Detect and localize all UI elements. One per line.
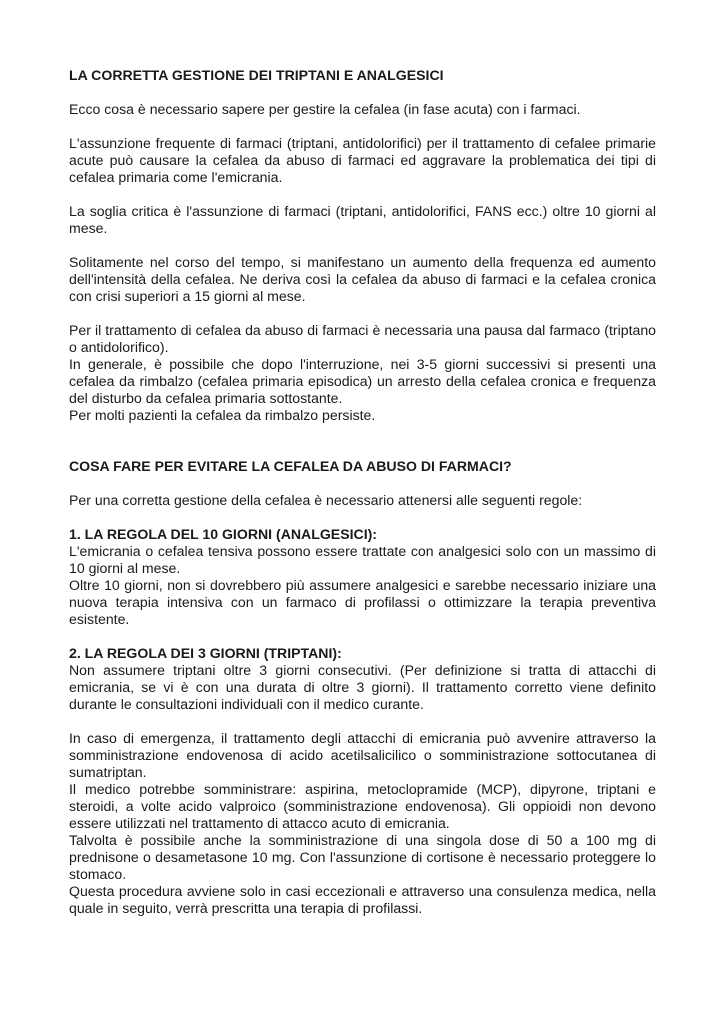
- paragraph-rimbalzo: Per molti pazienti la cefalea da rimbalzo persiste.: [69, 407, 376, 423]
- paragraph-trattamento: Per il trattamento di cefalea da abuso di farmaci è necessaria una pausa dal farmaco (triptano o antidolorifico).: [69, 322, 656, 355]
- paragraph-medico: Il medico potrebbe somministrare: aspirina, metoclopramide (MCP), dipyrone, triptani e steroidi, a volte acido valproico (somministrazione endovenosa). Gli oppioidi non devono essere utilizzati nel trattamento di attacco acuto di emicrania.: [69, 781, 656, 831]
- paragraph-regola-10-b: Oltre 10 giorni, non si dovrebbero più assumere analgesici e sarebbe necessario iniziare una nuova terapia intensiva con un farmaco di profilassi o ottimizzare la terapia preventiva esistente.: [69, 577, 656, 627]
- paragraph-talvolta: Talvolta è possibile anche la somministrazione di una singola dose di 50 a 100 mg di prednisone o desametasone 10 mg. Con l'assunzione di cortisone è necessario proteggere lo stomaco.: [69, 832, 656, 882]
- heading-regola-3-giorni: 2. LA REGOLA DEI 3 GIORNI (TRIPTANI):: [69, 645, 342, 661]
- heading-cosa-fare: COSA FARE PER EVITARE LA CEFALEA DA ABUSO DI FARMACI?: [69, 458, 512, 474]
- paragraph-solitamente: Solitamente nel corso del tempo, si manifestano un aumento della frequenza ed aumento dell'intensità della cefalea. Ne deriva così la cefalea da abuso di farmaci e la cefalea cronica con crisi superiori a 15 giorni al mese.: [69, 254, 656, 304]
- paragraph-emergenza: In caso di emergenza, il trattamento degli attacchi di emicrania può avvenire attraverso la somministrazione endovenosa di acido acetilsalicilico o somministrazione sottocutanea di sumatriptan.: [69, 730, 656, 780]
- heading-regola-10-giorni: 1. LA REGOLA DEL 10 GIORNI (ANALGESICI):: [69, 526, 377, 542]
- paragraph-procedura: Questa procedura avviene solo in casi eccezionali e attraverso una consulenza medica, nella quale in seguito, verrà prescritta una terapia di profilassi.: [69, 883, 656, 916]
- paragraph-assunzione: L'assunzione frequente di farmaci (triptani, antidolorifici) per il trattamento di cefalee primarie acute può causare la cefalea da abuso di farmaci ed aggravare la problematica dei tipi di cefalea primaria come l'emicrania.: [69, 135, 656, 185]
- paragraph-regole-intro: Per una corretta gestione della cefalea è necessario attenersi alle seguenti regole:: [69, 492, 583, 508]
- paragraph-regola-3: Non assumere triptani oltre 3 giorni consecutivi. (Per definizione si tratta di attacchi di emicrania, se vi è con una durata di oltre 3 giorni). Il trattamento corretto viene definito durante le consultazioni individuali con il medico curante.: [69, 662, 656, 712]
- paragraph-in-generale: In generale, è possibile che dopo l'interruzione, nei 3-5 giorni successivi si presenti una cefalea da rimbalzo (cefalea primaria episodica) un arresto della cefalea cronica e frequenza del disturbo da cefalea primaria sottostante.: [69, 356, 656, 406]
- document-page: [69, 67, 656, 917]
- intro-paragraph: Ecco cosa è necessario sapere per gestire la cefalea (in fase acuta) con i farmaci.: [69, 101, 581, 117]
- paragraph-soglia-critica: La soglia critica è l'assunzione di farmaci (triptani, antidolorifici, FANS ecc.) oltre 10 giorni al mese.: [69, 203, 656, 236]
- paragraph-regola-10-a: L'emicrania o cefalea tensiva possono essere trattate con analgesici solo con un massimo di 10 giorni al mese.: [69, 543, 656, 576]
- heading-triptani-analgesici: LA CORRETTA GESTIONE DEI TRIPTANI E ANALGESICI: [69, 67, 444, 83]
